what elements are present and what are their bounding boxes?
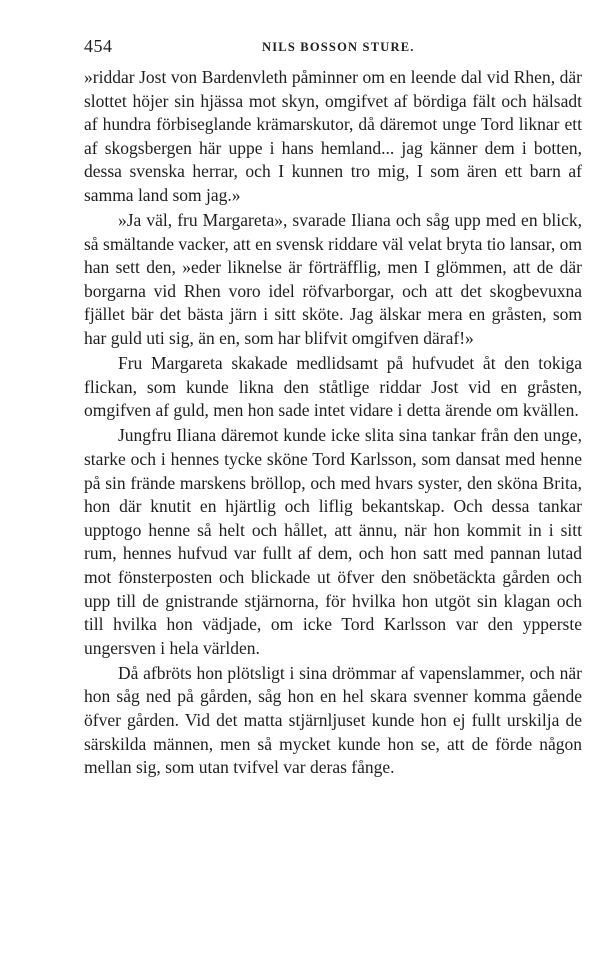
paragraph: »riddar Jost von Bardenvleth påminner om en leende dal vid Rhen, där slottet höjer sin hjässa mot skyn, omgifvet af bördiga fält och hälsadt af hundra förbiseglande krämarskutor, då däremot unge Tord liknar ett af skogsbergen här uppe i hans hemland... jag känner dem i botten, dessa svenska herrar, och I kunnen tro mig, I som ären ett barn af samma land som jag.»: [84, 67, 582, 205]
body-text: [84, 66, 582, 780]
paragraph: »Ja väl, fru Margareta», svarade Iliana och såg upp med en blick, så smältande vacker, att en svensk riddare väl velat bryta tio lansar, om han sett den, »eder liknelse är förträfflig, men I glömmen, att de där borgarna vid Rhen voro idel röfvarborgar, och att det skogbevuxna fjället bär det bästa järn i sitt sköte. Jag älskar mera en gråsten, som har guld uti sig, än en, som har blifvit omgifven däraf!»: [84, 210, 582, 349]
paragraph: Fru Margareta skakade medlidsamt på hufvudet åt den tokiga flickan, som kunde likna den ståtlige riddar Jost vid en gråsten, omgifven af guld, men hon sade intet vidare i detta ärende om kvällen.: [84, 353, 582, 421]
running-head: NILS BOSSON STURE.: [262, 40, 415, 54]
page-header: [84, 34, 582, 60]
page-number: 454: [84, 36, 113, 56]
paragraph: Då afbröts hon plötsligt i sina drömmar af vapenslammer, och när hon såg ned på gården, såg hon en hel skara svenner komma gående öfver gården. Vid det matta stjärnljuset kunde hon ej fullt urskilja de särskilda männen, men så mycket kunde hon se, att de förde någon mellan sig, som utan tvifvel var deras fånge.: [84, 662, 582, 778]
paragraph: Jungfru Iliana däremot kunde icke slita sina tankar från den unge, starke och i hennes tycke sköne Tord Karlsson, som dansat med henne på sin frände marskens bröllop, och med hvars syster, den sköna Brita, hon där knutit en hjärtlig och liflig bekantskap. Och dessa tankar upptogo henne så helt och hållet, att ännu, när hon kommit in i sitt rum, hennes hufvud var fullt af dem, och hon satt med pannan lutad mot fönsterposten och blickade ut öfver den snöbetäckta gården och upp till de gnistrande stjärnorna, för hvilka hon utgöt sin klagan och till hvilka hon vädjade, om icke Tord Karlsson var den ypperste ungersven i hela världen.: [84, 425, 582, 658]
